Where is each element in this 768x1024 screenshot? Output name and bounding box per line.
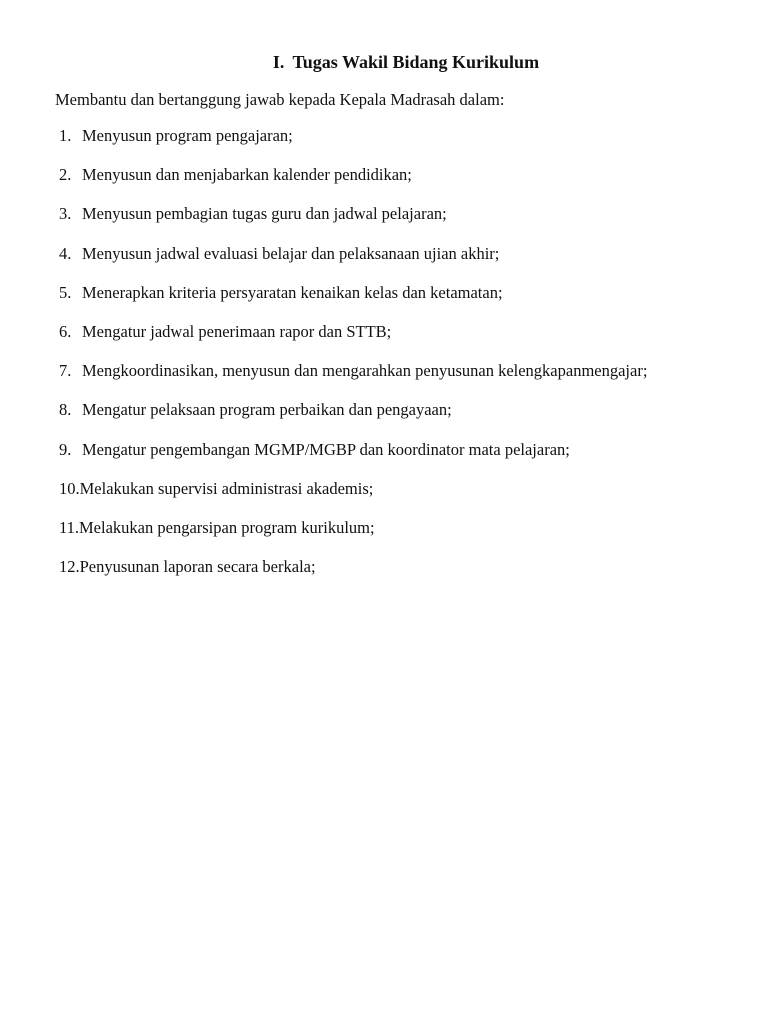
item-number: 3. xyxy=(59,204,72,224)
list-item xyxy=(59,400,647,439)
item-number: 1. xyxy=(59,126,72,145)
list-item xyxy=(59,518,647,557)
list-item xyxy=(59,204,647,243)
list-item xyxy=(59,479,647,518)
section-heading xyxy=(0,52,768,73)
item-text: Menerapkan kriteria persyaratan kenaikan kelas dan ketamatan; xyxy=(82,282,503,302)
item-text: Penyusunan laporan secara berkala; xyxy=(79,557,316,577)
item-number: 12. xyxy=(59,557,80,577)
item-text: Menyusun dan menjabarkan kalender pendidikan; xyxy=(82,165,412,185)
list-item xyxy=(59,165,647,204)
list-item xyxy=(59,440,647,479)
duties-list xyxy=(59,126,647,596)
intro-paragraph: Membantu dan bertanggung jawab kepada Kepala Madrasah dalam: xyxy=(55,90,505,109)
item-number: 9. xyxy=(59,439,72,459)
heading-number: I. xyxy=(272,52,285,72)
item-text: Mengatur jadwal penerimaan rapor dan STTB; xyxy=(82,321,392,341)
item-number: 6. xyxy=(59,321,72,341)
list-item xyxy=(59,126,647,165)
list-item xyxy=(59,322,647,361)
item-number: 8. xyxy=(59,400,72,420)
list-item xyxy=(59,283,647,322)
item-text: Melakukan supervisi administrasi akademis; xyxy=(79,478,374,498)
item-text: Menyusun jadwal evaluasi belajar dan pelaksanaan ujian akhir; xyxy=(82,243,500,263)
item-text: Mengatur pelaksaan program perbaikan dan pengayaan; xyxy=(82,400,452,420)
item-text: Melakukan pengarsipan program kurikulum; xyxy=(79,517,375,537)
item-number: 10. xyxy=(59,478,80,498)
list-item xyxy=(59,244,647,283)
item-number: 5. xyxy=(59,282,72,302)
item-number: 2. xyxy=(59,165,72,185)
heading-text: Tugas Wakil Bidang Kurikulum xyxy=(292,52,540,72)
list-item xyxy=(59,557,647,596)
item-text: Mengkoordinasikan, menyusun dan mengarahkan penyusunan kelengkapanmengajar; xyxy=(82,361,648,381)
item-number: 7. xyxy=(59,361,72,381)
item-text: Mengatur pengembangan MGMP/MGBP dan koordinator mata pelajaran; xyxy=(82,439,570,459)
item-number: 11. xyxy=(59,517,80,537)
list-item xyxy=(59,361,647,400)
item-text: Menyusun program pengajaran; xyxy=(82,126,293,145)
item-text: Menyusun pembagian tugas guru dan jadwal pelajaran; xyxy=(82,204,447,224)
item-number: 4. xyxy=(59,243,72,263)
